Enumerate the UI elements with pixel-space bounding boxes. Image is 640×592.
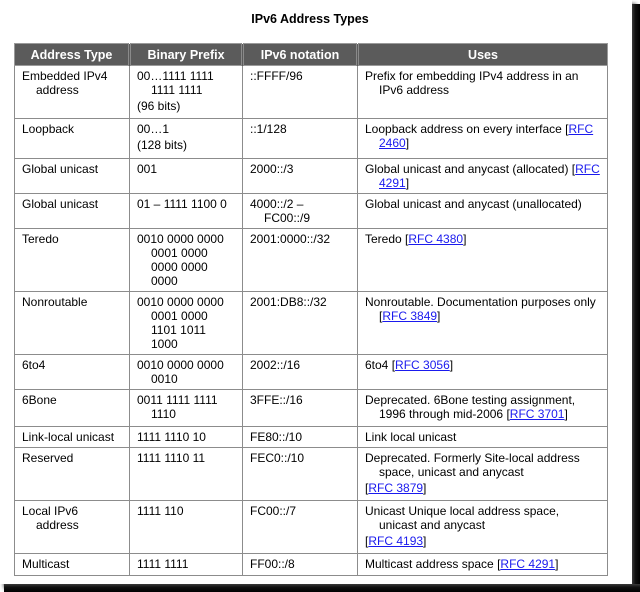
table-row bbox=[15, 355, 608, 390]
rfc-link[interactable]: RFC 3879 bbox=[368, 481, 424, 495]
cell-address-type: Embedded IPv4 address bbox=[15, 66, 130, 119]
table-row bbox=[15, 427, 608, 448]
cell-ipv6-notation: 4000::/2 – FC00::/9 bbox=[243, 194, 358, 229]
cell-uses: Prefix for embedding IPv4 address in an IPv6 address bbox=[358, 66, 608, 119]
cell-uses: Deprecated. Formerly Site-local address space, unicast and anycast [RFC 3879] bbox=[358, 448, 608, 501]
cell-uses: Loopback address on every interface [RFC 2460] bbox=[358, 119, 608, 159]
cell-ipv6-notation: 2002::/16 bbox=[243, 355, 358, 390]
cell-uses: 6to4 [RFC 3056] bbox=[358, 355, 608, 390]
page-shadow-right bbox=[632, 4, 640, 592]
cell-ipv6-notation: 3FFE::/16 bbox=[243, 390, 358, 427]
cell-ipv6-notation: FEC0::/10 bbox=[243, 448, 358, 501]
cell-binary-prefix: 0010 0000 0000 0001 0000 0000 0000 0000 bbox=[130, 229, 243, 292]
cell-address-type: Global unicast bbox=[15, 159, 130, 194]
cell-ipv6-notation: FC00::/7 bbox=[243, 501, 358, 554]
cell-ipv6-notation: FE80::/10 bbox=[243, 427, 358, 448]
cell-uses: Nonroutable. Documentation purposes only [RFC 3849] bbox=[358, 292, 608, 355]
rfc-link[interactable]: RFC 3056 bbox=[395, 358, 450, 372]
table-row bbox=[15, 119, 608, 159]
cell-ipv6-notation: 2001:0000::/32 bbox=[243, 229, 358, 292]
cell-ipv6-notation: ::FFFF/96 bbox=[243, 66, 358, 119]
cell-address-type: Loopback bbox=[15, 119, 130, 159]
table-row bbox=[15, 501, 608, 554]
column-header-binary-prefix: Binary Prefix bbox=[130, 44, 243, 66]
cell-address-type: Multicast bbox=[15, 554, 130, 576]
rfc-link[interactable]: RFC 2460 bbox=[379, 122, 594, 150]
cell-address-type: Local IPv6 address bbox=[15, 501, 130, 554]
cell-binary-prefix: 1111 1111 bbox=[130, 554, 243, 576]
table-row bbox=[15, 159, 608, 194]
cell-uses: Global unicast and anycast (unallocated) bbox=[358, 194, 608, 229]
cell-address-type: Reserved bbox=[15, 448, 130, 501]
page-title: IPv6 Address Types bbox=[251, 12, 369, 26]
cell-address-type: Nonroutable bbox=[15, 292, 130, 355]
cell-binary-prefix: 00…1111 1111 1111 1111 (96 bits) bbox=[130, 66, 243, 119]
cell-uses: Deprecated. 6Bone testing assignment, 1996 through mid-2006 [RFC 3701] bbox=[358, 390, 608, 427]
cell-address-type: 6Bone bbox=[15, 390, 130, 427]
cell-uses: Link local unicast bbox=[358, 427, 608, 448]
rfc-link[interactable]: RFC 4291 bbox=[500, 557, 556, 571]
cell-binary-prefix: 00…1 (128 bits) bbox=[130, 119, 243, 159]
cell-ipv6-notation: 2000::/3 bbox=[243, 159, 358, 194]
cell-uses: Teredo [RFC 4380] bbox=[358, 229, 608, 292]
table-row bbox=[15, 66, 608, 119]
table-row bbox=[15, 292, 608, 355]
cell-binary-prefix: 1111 1110 10 bbox=[130, 427, 243, 448]
cell-address-type: 6to4 bbox=[15, 355, 130, 390]
cell-binary-prefix: 01 – 1111 1100 0 bbox=[130, 194, 243, 229]
cell-binary-prefix: 1111 110 bbox=[130, 501, 243, 554]
table-row bbox=[15, 390, 608, 427]
cell-uses: Unicast Unique local address space, unicast and anycast [RFC 4193] bbox=[358, 501, 608, 554]
cell-binary-prefix: 0011 1111 1111 1110 bbox=[130, 390, 243, 427]
rfc-link[interactable]: RFC 3701 bbox=[509, 407, 565, 421]
table-row bbox=[15, 448, 608, 501]
ipv6-address-types-table bbox=[14, 43, 608, 576]
cell-uses: Multicast address space [RFC 4291] bbox=[358, 554, 608, 576]
cell-address-type: Teredo bbox=[15, 229, 130, 292]
cell-binary-prefix: 1111 1110 11 bbox=[130, 448, 243, 501]
column-header-ipv6-notation: IPv6 notation bbox=[243, 44, 358, 66]
table-row bbox=[15, 554, 608, 576]
rfc-link[interactable]: RFC 3849 bbox=[382, 309, 438, 323]
table-header-row bbox=[15, 44, 608, 66]
rfc-link[interactable]: RFC 4193 bbox=[368, 534, 424, 548]
cell-ipv6-notation: FF00::/8 bbox=[243, 554, 358, 576]
column-header-uses: Uses bbox=[358, 44, 608, 66]
cell-address-type: Link-local unicast bbox=[15, 427, 130, 448]
cell-uses: Global unicast and anycast (allocated) [RFC 4291] bbox=[358, 159, 608, 194]
rfc-link[interactable]: RFC 4291 bbox=[379, 162, 600, 190]
page-shadow-bottom bbox=[4, 584, 640, 592]
cell-ipv6-notation: ::1/128 bbox=[243, 119, 358, 159]
cell-ipv6-notation: 2001:DB8::/32 bbox=[243, 292, 358, 355]
rfc-link[interactable]: RFC 4380 bbox=[408, 232, 464, 246]
column-header-address-type: Address Type bbox=[15, 44, 130, 66]
table-row bbox=[15, 229, 608, 292]
cell-binary-prefix: 001 bbox=[130, 159, 243, 194]
cell-binary-prefix: 0010 0000 0000 0001 0000 1101 1011 1000 bbox=[130, 292, 243, 355]
cell-address-type: Global unicast bbox=[15, 194, 130, 229]
cell-binary-prefix: 0010 0000 0000 0010 bbox=[130, 355, 243, 390]
table-row bbox=[15, 194, 608, 229]
